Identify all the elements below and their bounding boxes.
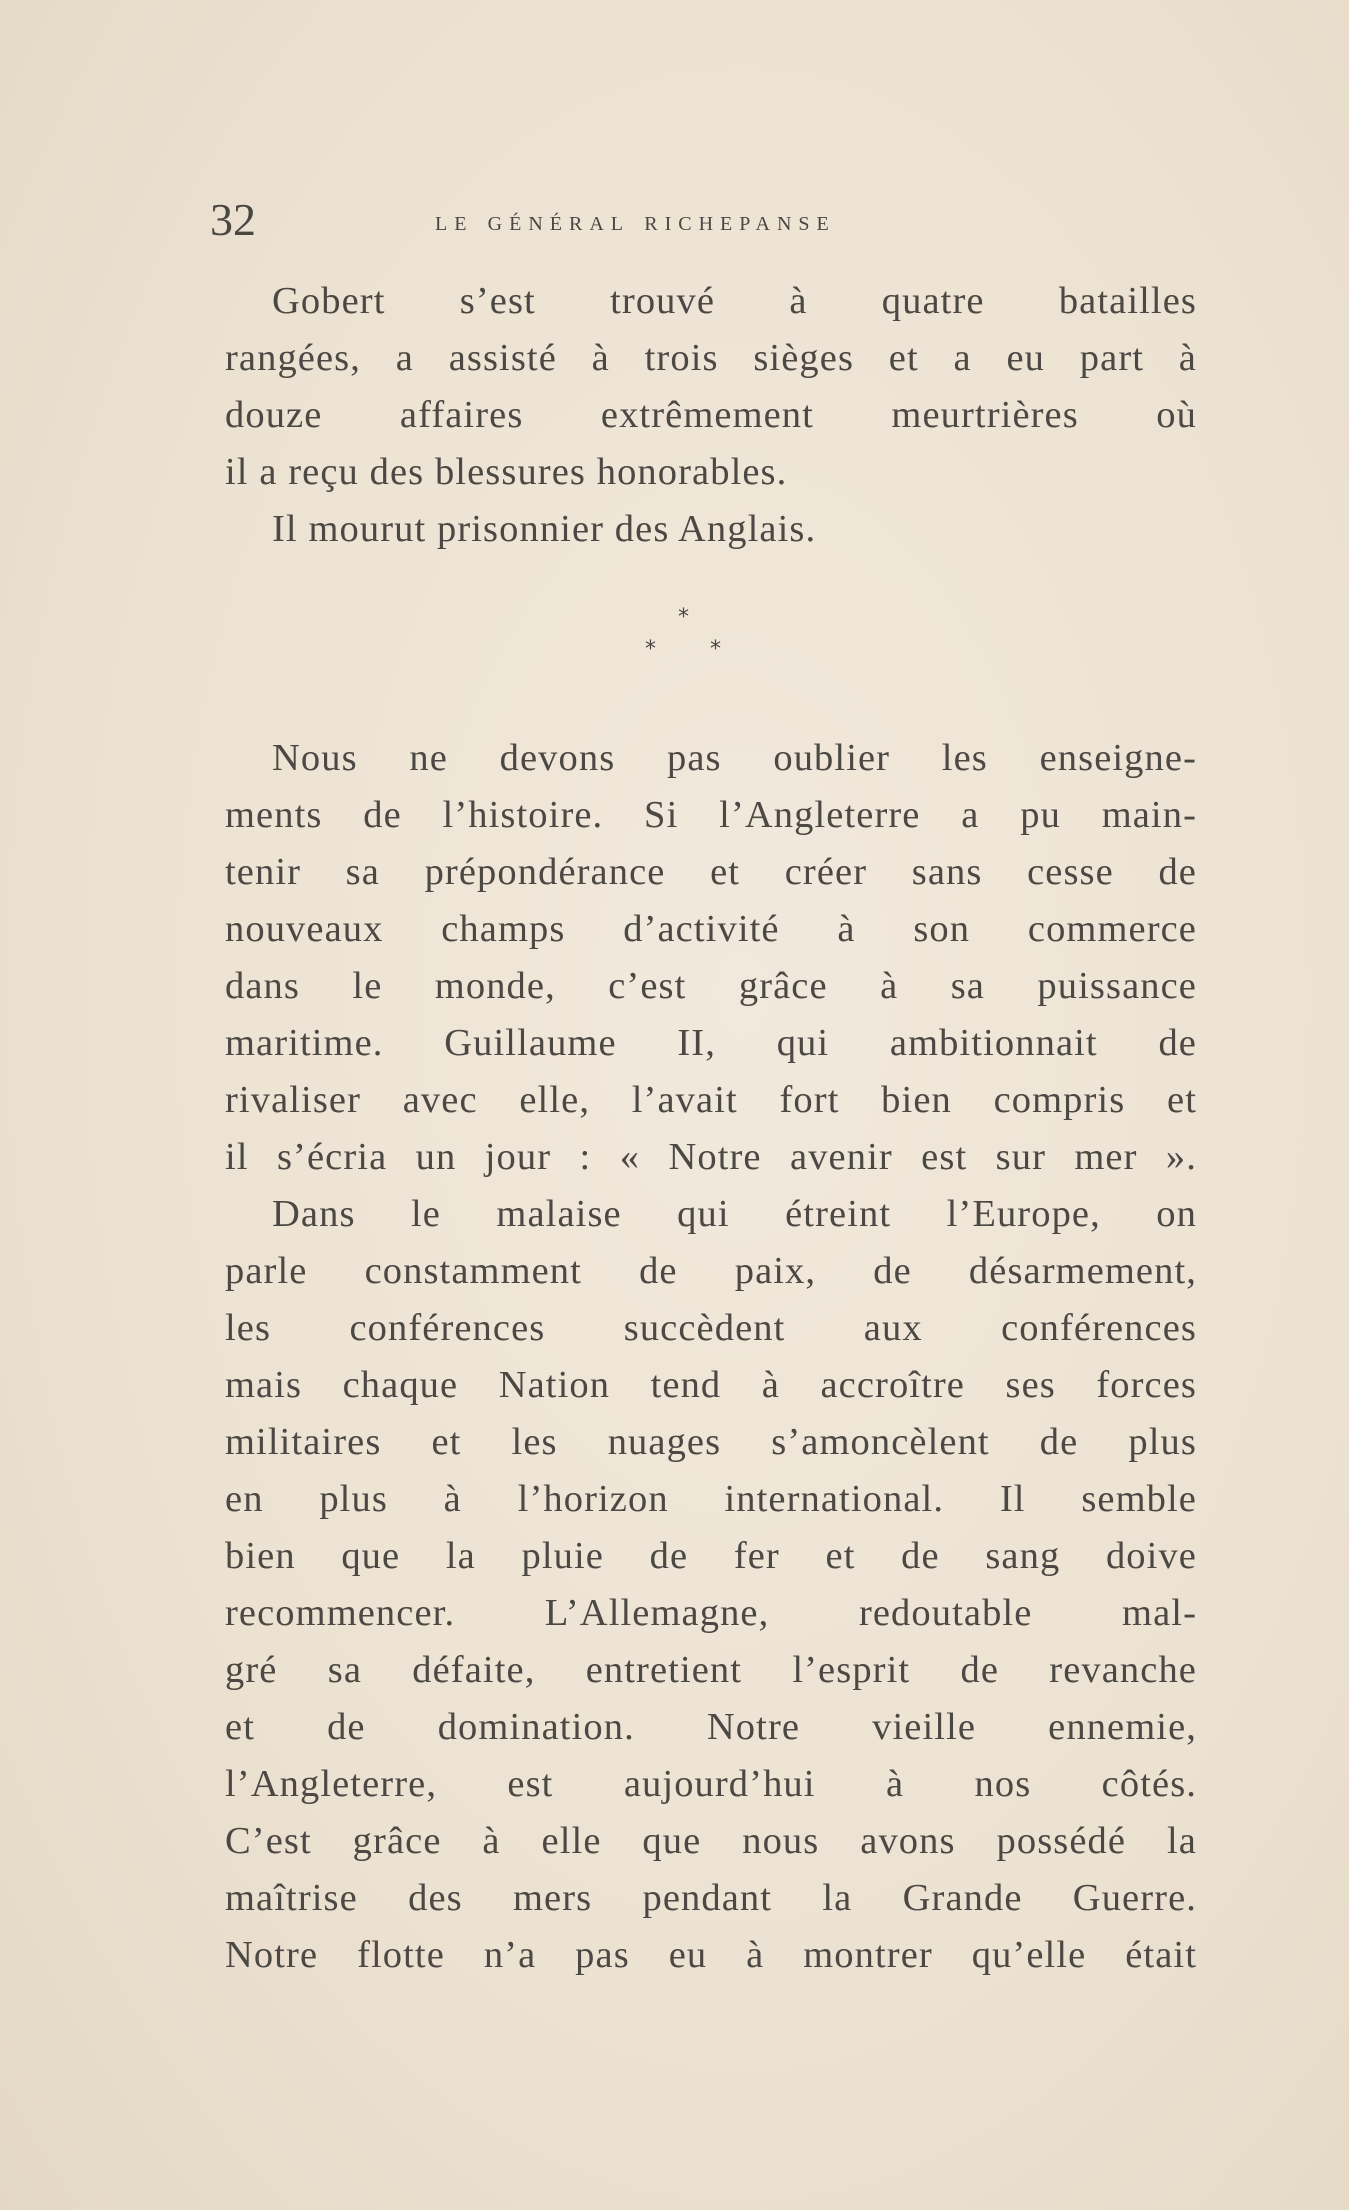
asterism-star: * [710,637,721,662]
text-line: maritime. Guillaume II, qui ambitionnait de [225,1022,1197,1064]
text-line: C’est grâce à elle que nous avons possédé la [225,1820,1197,1862]
text-line: en plus à l’horizon international. Il semble [225,1478,1197,1520]
text-line: douze affaires extrêmement meurtrières où [225,394,1197,436]
text-line: et de domination. Notre vieille ennemie, [225,1706,1197,1748]
paragraph-gobert [225,273,1197,558]
text-line: tenir sa prépondérance et créer sans cesse de [225,851,1197,893]
text-line: ments de l’histoire. Si l’Angleterre a pu main- [225,794,1197,836]
text-line: parle constamment de paix, de désarmement, [225,1250,1197,1292]
running-title: le général richepanse [435,205,836,237]
text-line: Il mourut prisonnier des Anglais. [272,508,817,550]
text-line: Nous ne devons pas oublier les enseigne- [272,737,1197,779]
paragraph-enseignements [225,730,1197,1984]
text-line: bien que la pluie de fer et de sang doive [225,1535,1197,1577]
text-line: maîtrise des mers pendant la Grande Guerre. [225,1877,1197,1919]
page-number: 32 [210,194,256,245]
page-header [210,190,1190,250]
text-line: mais chaque Nation tend à accroître ses forces [225,1364,1197,1406]
text-line: recommencer. L’Allemagne, redoutable mal- [225,1592,1197,1634]
text-line: rivaliser avec elle, l’avait fort bien compris et [225,1079,1197,1121]
text-line: Dans le malaise qui étreint l’Europe, on [272,1193,1197,1235]
section-separator-asterism [640,605,740,675]
text-line: dans le monde, c’est grâce à sa puissance [225,965,1197,1007]
text-line: il s’écria un jour : « Notre avenir est sur mer ». [225,1136,1197,1178]
text-line: il a reçu des blessures honorables. [225,451,788,493]
asterism-star: * [645,637,656,662]
text-line: nouveaux champs d’activité à son commerce [225,908,1197,950]
text-line: les conférences succèdent aux conférences [225,1307,1197,1349]
asterism-star: * [678,605,689,630]
text-line: militaires et les nuages s’amoncèlent de plus [225,1421,1197,1463]
text-line: l’Angleterre, est aujourd’hui à nos côtés. [225,1763,1197,1805]
text-line: Notre flotte n’a pas eu à montrer qu’elle était [225,1934,1197,1976]
text-line: rangées, a assisté à trois sièges et a eu part à [225,337,1197,379]
text-line: gré sa défaite, entretient l’esprit de revanche [225,1649,1197,1691]
text-line: Gobert s’est trouvé à quatre batailles [272,280,1197,322]
